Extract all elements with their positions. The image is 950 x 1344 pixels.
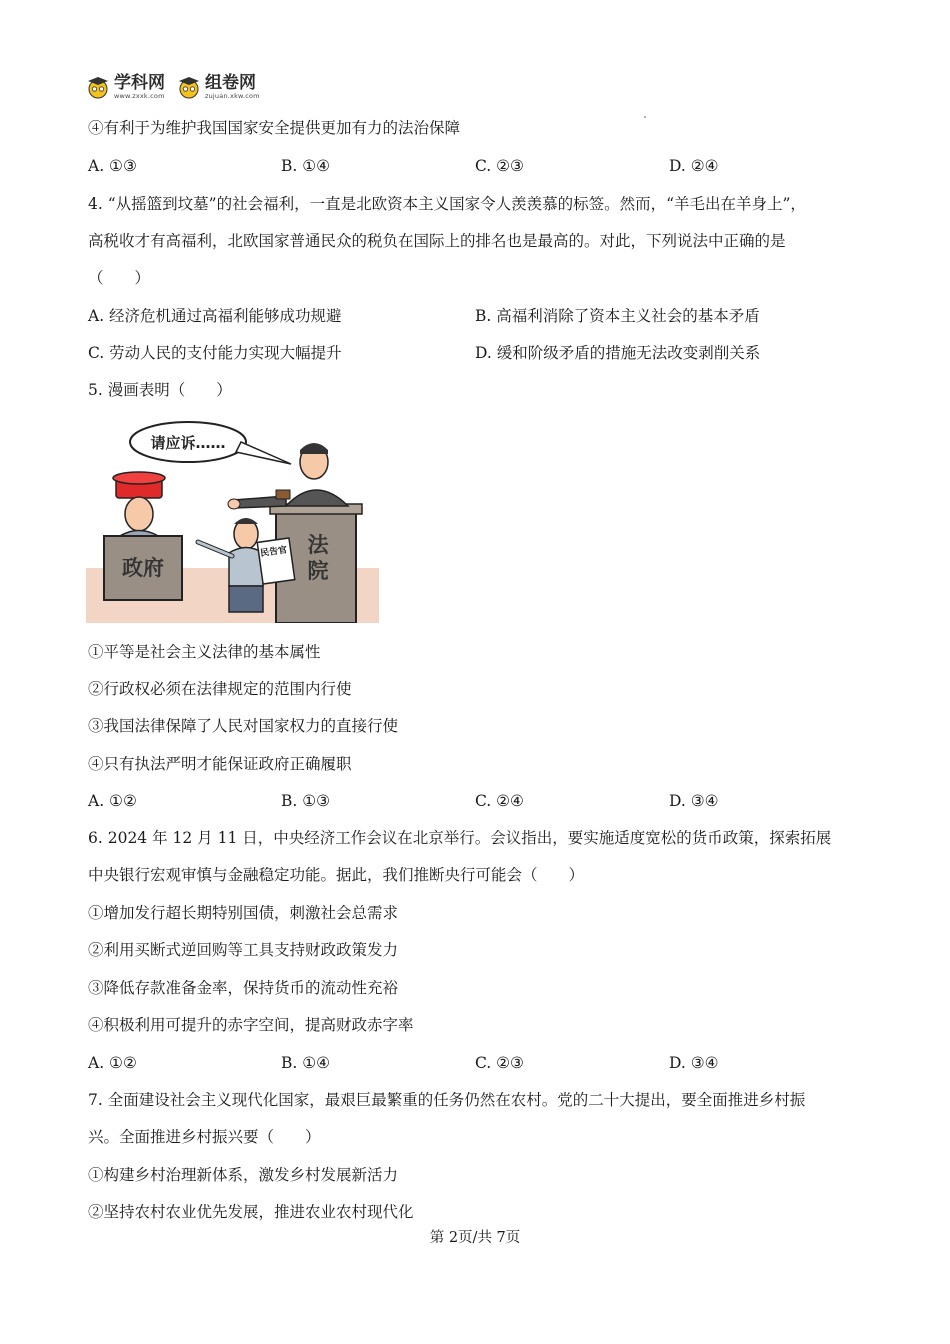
logo-zujuanwang [177, 70, 260, 104]
cartoon-illustration [86, 418, 379, 623]
q6-item-4: ④积极利用可提升的赤字空间，提高财政赤字率 [88, 1016, 414, 1034]
graduation-cap-icon [86, 75, 110, 99]
q5-option-a: A. ①② [88, 792, 137, 810]
logo-name: 学科网 [114, 73, 165, 93]
logo-xuekewang [86, 70, 165, 104]
q4-stem-line-2: 高税收才有高福利，北欧国家普通民众的税负在国际上的排名也是最高的。对此，下列说法中正确的是 [88, 232, 786, 250]
q7-item-2: ②坚持农村农业优先发展，推进农业农村现代化 [88, 1203, 414, 1221]
q6-item-2: ②利用买断式逆回购等工具支持财政政策发力 [88, 941, 399, 959]
q5-cartoon [86, 418, 379, 623]
q7-stem-line-2: 兴。全面推进乡村振兴要（ ） [88, 1128, 321, 1146]
graduation-cap-icon [177, 75, 201, 99]
court-label-1: 法 [307, 533, 329, 557]
q7-item-1: ①构建乡村治理新体系，激发乡村发展新活力 [88, 1166, 399, 1184]
page-number: 第 2页/共 7页 [429, 1230, 521, 1246]
q5-option-b: B. ①③ [281, 792, 331, 810]
q4-option-d: D. 缓和阶级矛盾的措施无法改变剥削关系 [475, 344, 761, 362]
q4-stem-line-1: 4. “从摇篮到坟墓”的社会福利，一直是北欧资本主义国家令人羡羡慕的标签。然而，“羊毛出在羊身上”， [88, 195, 806, 213]
q4-option-b: B. 高福利消除了资本主义社会的基本矛盾 [475, 307, 760, 325]
q3-option-d: D. ②④ [669, 157, 719, 175]
gavel [276, 490, 290, 499]
logo-url: zujuan.xkw.com [205, 92, 260, 100]
q6-option-c: C. ②③ [475, 1054, 524, 1072]
paper-label: 民告官 [259, 545, 288, 560]
q5-item-4: ④只有执法严明才能保证政府正确履职 [88, 755, 352, 773]
q6-option-a: A. ①② [88, 1054, 137, 1072]
bubble-text: 请应诉…… [150, 434, 226, 452]
q3-option-c: C. ②③ [475, 157, 524, 175]
q6-option-b: B. ①④ [281, 1054, 331, 1072]
q5-item-1: ①平等是社会主义法律的基本属性 [88, 643, 321, 661]
q3-item-4: ④有利于为维护我国国家安全提供更加有力的法治保障 [88, 119, 461, 137]
header-logos [86, 70, 260, 104]
q3-option-b: B. ①④ [281, 157, 331, 175]
scan-dot [644, 116, 646, 118]
q6-item-1: ①增加发行超长期特别国债，刺激社会总需求 [88, 904, 399, 922]
q5-option-c: C. ②④ [475, 792, 524, 810]
q5-item-2: ②行政权必须在法律规定的范围内行使 [88, 680, 352, 698]
court-label-2: 院 [307, 559, 329, 583]
q5-stem: 5. 漫画表明（ ） [88, 381, 232, 399]
logo-name: 组卷网 [205, 73, 256, 93]
q6-item-3: ③降低存款准备金率，保持货币的流动性充裕 [88, 979, 399, 997]
q3-option-a: A. ①③ [88, 157, 137, 175]
q6-option-d: D. ③④ [669, 1054, 719, 1072]
q5-option-d: D. ③④ [669, 792, 719, 810]
q4-option-c: C. 劳动人民的支付能力实现大幅提升 [88, 344, 342, 362]
logo-url: www.zxxk.com [114, 92, 165, 100]
q4-stem-line-3: （ ） [88, 269, 151, 287]
gov-label: 政府 [122, 556, 164, 580]
complaint-paper [257, 538, 295, 584]
q7-stem-line-1: 7. 全面建设社会主义现代化国家，最艰巨最繁重的任务仍然在农村。党的二十大提出，要全面推进乡村振 [88, 1091, 806, 1109]
q6-stem-line-2: 中央银行宏观审慎与金融稳定功能。据此，我们推断央行可能会（ ） [88, 866, 585, 884]
q4-option-a: A. 经济危机通过高福利能够成功规避 [88, 307, 342, 325]
q5-item-3: ③我国法律保障了人民对国家权力的直接行使 [88, 717, 399, 735]
q6-stem-line-1: 6. 2024 年 12 月 11 日，中央经济工作会议在北京举行。会议指出，要实施适度宽松的货币政策，探索拓展 [88, 829, 832, 847]
